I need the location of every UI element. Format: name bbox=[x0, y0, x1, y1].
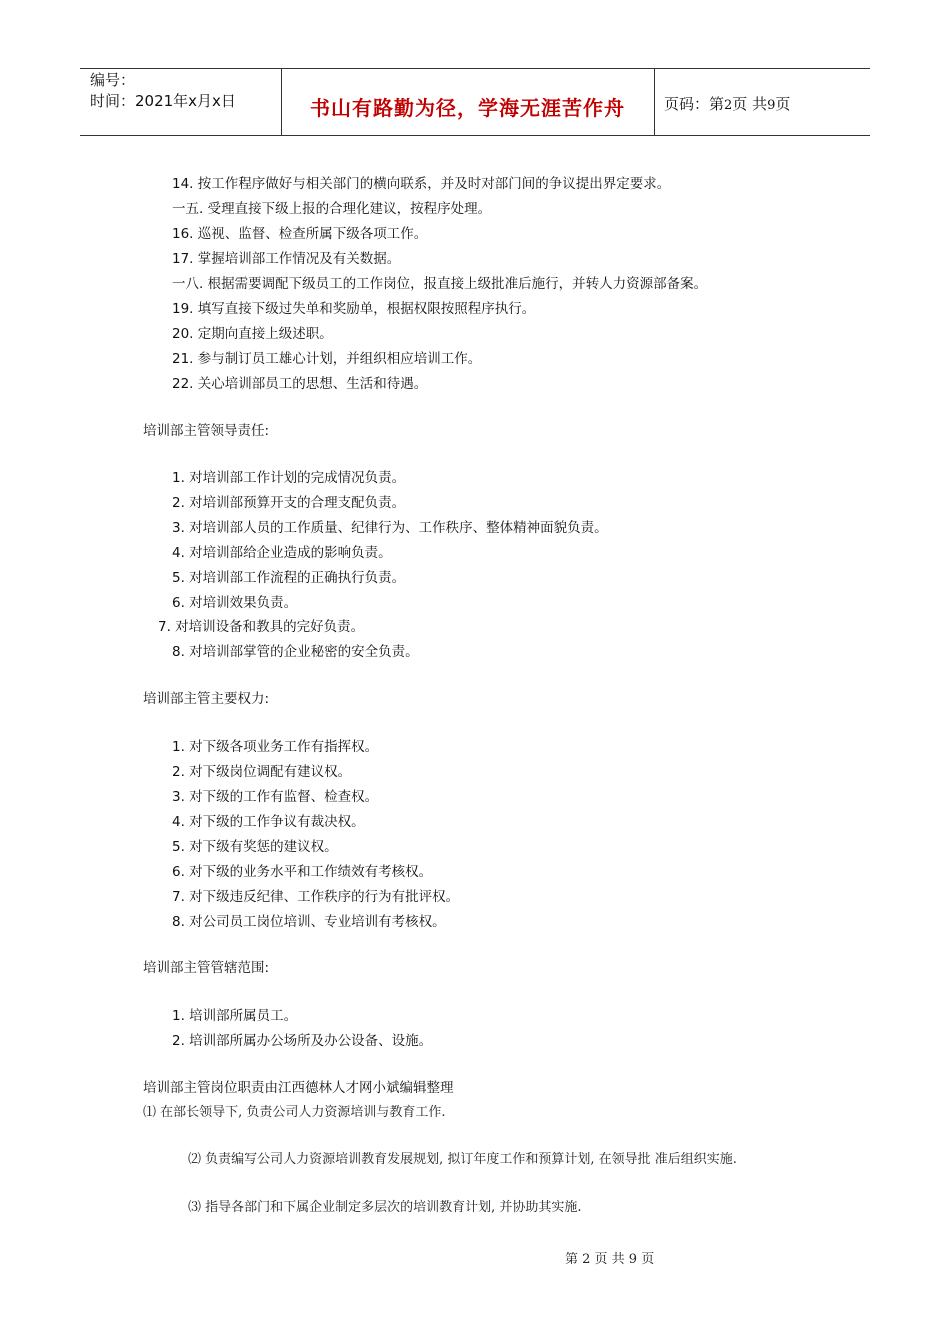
section-heading-leadership: 培训部主管领导责任: bbox=[143, 423, 270, 439]
list-item: 1. 对下级各项业务工作有指挥权。 bbox=[172, 739, 379, 755]
list-item: 17. 掌握培训部工作情况及有关数据。 bbox=[172, 251, 401, 267]
list-item: 20. 定期向直接上级述职。 bbox=[172, 326, 333, 342]
header-page-info bbox=[664, 93, 790, 114]
list-item: 16. 巡视、监督、检查所属下级各项工作。 bbox=[172, 226, 428, 242]
edited-note: 培训部主管岗位职责由江西德林人才网小斌编辑整理 bbox=[143, 1080, 454, 1096]
section-heading-scope: 培训部主管管辖范围: bbox=[143, 960, 270, 976]
list-item: 一五. 受理直接下级上报的合理化建议，按程序处理。 bbox=[172, 201, 492, 217]
document-number-label: 编号： bbox=[90, 71, 136, 89]
list-item: 4. 对下级的工作争议有裁决权。 bbox=[172, 814, 365, 830]
list-item: 2. 对培训部预算开支的合理支配负责。 bbox=[172, 495, 406, 511]
header-divider-right bbox=[654, 68, 655, 135]
list-item: 5. 对培训部工作流程的正确执行负责。 bbox=[172, 570, 406, 586]
header-motto: 书山有路勤为径，学海无涯苦作舟 bbox=[310, 96, 625, 120]
list-item: 3. 对培训部人员的工作质量、纪律行为、工作秩序、整体精神面貌负责。 bbox=[172, 520, 608, 536]
page-mid: 页 共 bbox=[732, 95, 768, 113]
list-item: 1. 对培训部工作计划的完成情况负责。 bbox=[172, 470, 406, 486]
page-current: 2 bbox=[724, 98, 733, 113]
list-item: 7. 对下级违反纪律、工作秩序的行为有批评权。 bbox=[172, 889, 460, 905]
header-bottom-rule bbox=[80, 135, 870, 136]
list-item: 一八. 根据需要调配下级员工的工作岗位，报直接上级批准后施行，并转人力资源部备案。 bbox=[172, 276, 708, 292]
list-item: ⑴ 在部长领导下, 负责公司人力资源培训与教育工作. bbox=[143, 1105, 446, 1120]
list-item: 22. 关心培训部员工的思想、生活和待遇。 bbox=[172, 376, 428, 392]
list-item: 19. 填写直接下级过失单和奖励单，根据权限按照程序执行。 bbox=[172, 301, 536, 317]
list-item: ⑵ 负责编写公司人力资源培训教育发展规划, 拟订年度工作和预算计划, 在领导批 准后组织实施. bbox=[188, 1152, 737, 1167]
list-item: 1. 培训部所属员工。 bbox=[172, 1008, 298, 1024]
list-item: 2. 对下级岗位调配有建议权。 bbox=[172, 764, 352, 780]
header-meta bbox=[90, 70, 236, 112]
page-suffix: 页 bbox=[775, 95, 791, 113]
list-item: 8. 对培训部掌管的企业秘密的安全负责。 bbox=[172, 644, 419, 660]
list-item: ⑶ 指导各部门和下属企业制定多层次的培训教育计划, 并协助其实施. bbox=[188, 1200, 582, 1215]
list-item: 3. 对下级的工作有监督、检查权。 bbox=[172, 789, 379, 805]
list-item: 6. 对培训效果负责。 bbox=[172, 595, 298, 611]
document-time: 时间：2021年x月x日 bbox=[90, 92, 236, 110]
list-item: 4. 对培训部给企业造成的影响负责。 bbox=[172, 545, 392, 561]
page-label: 页码：第 bbox=[664, 95, 725, 113]
page-footer: 第 2 页 共 9 页 bbox=[565, 1252, 655, 1267]
list-item: 6. 对下级的业务水平和工作绩效有考核权。 bbox=[172, 864, 433, 880]
page-total: 9 bbox=[767, 98, 776, 113]
list-item: 2. 培训部所属办公场所及办公设备、设施。 bbox=[172, 1033, 433, 1049]
list-item: 8. 对公司员工岗位培训、专业培训有考核权。 bbox=[172, 914, 446, 930]
header-top-rule bbox=[80, 68, 870, 69]
list-item: 5. 对下级有奖惩的建议权。 bbox=[172, 839, 338, 855]
list-item: 7. 对培训设备和教具的完好负责。 bbox=[158, 619, 365, 635]
list-item: 14. 按工作程序做好与相关部门的横向联系，并及时对部门间的争议提出界定要求。 bbox=[172, 176, 671, 192]
section-heading-powers: 培训部主管主要权力: bbox=[143, 691, 270, 707]
list-item: 21. 参与制订员工雄心计划，并组织相应培训工作。 bbox=[172, 351, 482, 367]
